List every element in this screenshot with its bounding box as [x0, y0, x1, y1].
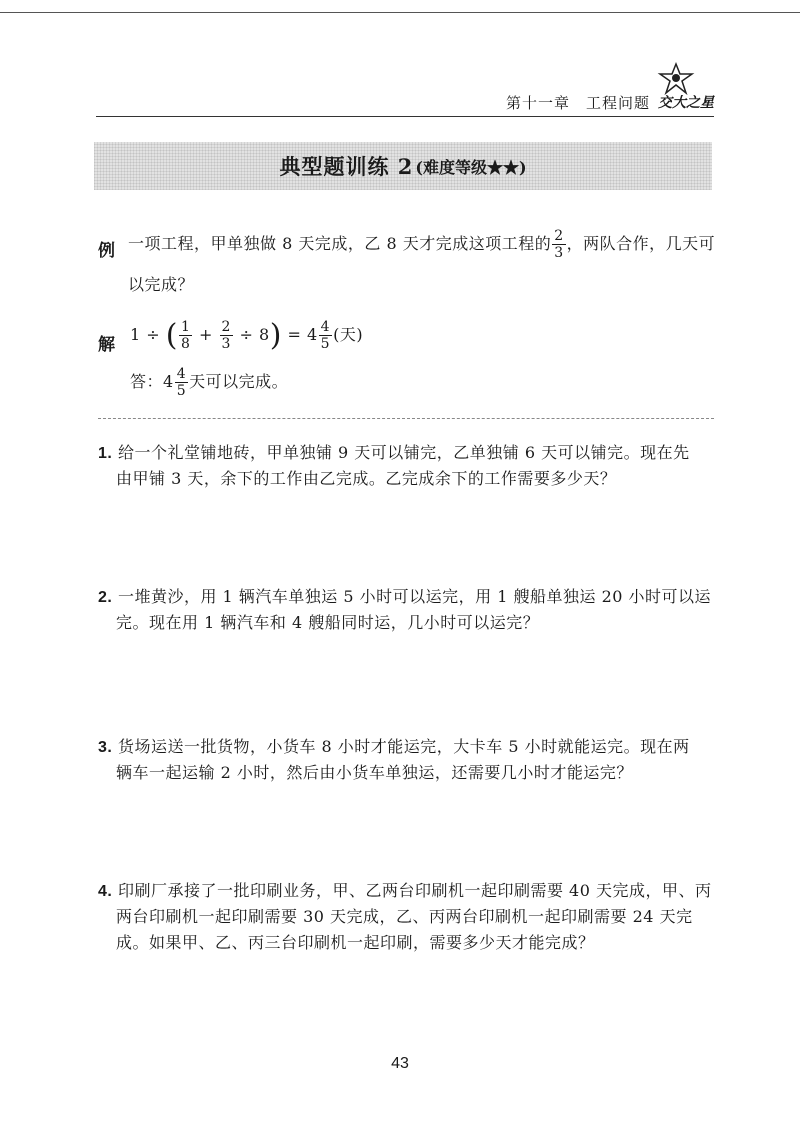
example-fraction: $\frac{2}{3}$ [554, 228, 564, 261]
question-4-number: 4. [98, 883, 113, 900]
chapter-title: 第十一章 工程问题 [505, 94, 650, 112]
result-unit: (天) [333, 325, 364, 344]
example-text-a: 一项工程，甲单独做 8 天完成，乙 8 天才完成这项工程的 [128, 234, 552, 253]
solution-tag: 解 [98, 335, 115, 355]
question-4-line-2: 两台印刷机一起印刷需要 30 天完成，乙、丙两台印刷机一起印刷需要 24 天完 [116, 907, 693, 926]
fraction-2-3: $\frac{2}{3}$ [221, 319, 231, 352]
star-logo-icon [654, 62, 698, 96]
question-3-number: 3. [98, 739, 113, 756]
question-4-line-3: 成。如果甲、乙、丙三台印刷机一起印刷，需要多少天才能完成？ [116, 933, 595, 952]
question-1-line-1 [98, 440, 690, 463]
difficulty-level: (难度等级★★) [415, 157, 527, 177]
page-number: 43 [391, 1055, 409, 1072]
question-1-text-1: 给一个礼堂铺地砖，甲单独铺 9 天可以铺完，乙单独铺 6 天可以铺完。现在先 [117, 443, 690, 462]
question-1-number: 1. [98, 445, 113, 462]
solution-answer [130, 366, 288, 399]
header-rule [96, 116, 714, 117]
answer-fraction: $\frac{4}{5}$ [176, 366, 187, 399]
expr-start: 1 ÷ [130, 325, 161, 344]
question-3-line-1 [98, 734, 690, 757]
question-4-line-1 [98, 878, 711, 901]
fraction-1-8: $\frac{1}{8}$ [180, 319, 191, 352]
question-3-line-2: 辆车一起运输 2 小时，然后由小货车单独运，还需要几小时才能运完？ [116, 763, 633, 782]
question-2-text-1: 一堆黄沙，用 1 辆汽车单独运 5 小时可以运完，用 1 艘船单独运 20 小时可以运 [117, 587, 712, 606]
plus-sign: + [199, 325, 213, 344]
top-border-line [0, 12, 800, 13]
section-banner [94, 142, 712, 190]
solution-expression [130, 318, 363, 353]
brand-name: 交大之星 [658, 95, 714, 111]
answer-start: 答：4 [130, 372, 174, 391]
page-header [96, 62, 714, 122]
example-line-2: 以完成？ [128, 275, 195, 294]
result-fraction: $\frac{4}{5}$ [320, 319, 331, 352]
equals-result: = 4 [287, 325, 318, 344]
example-line-1 [128, 228, 715, 261]
question-2-number: 2. [98, 589, 113, 606]
question-1-line-2: 由甲铺 3 天，余下的工作由乙完成。乙完成余下的工作需要多少天？ [116, 469, 617, 488]
right-paren: ) [269, 318, 282, 353]
dashed-separator [98, 418, 714, 419]
question-2-line-1 [98, 584, 711, 607]
example-text-b: ，两队合作，几天可 [566, 234, 716, 253]
divide-eight: ÷ 8 [239, 325, 270, 344]
question-3-text-1: 货场运送一批货物，小货车 8 小时才能运完，大卡车 5 小时就能运完。现在两 [117, 737, 690, 756]
section-title: 典型题训练 2 [279, 154, 414, 179]
left-paren: ( [165, 318, 178, 353]
question-2-line-2: 完。现在用 1 辆汽车和 4 艘船同时运，几小时可以运完？ [116, 613, 540, 632]
answer-end: 天可以完成。 [189, 372, 289, 391]
example-tag: 例 [98, 241, 115, 261]
question-4-text-1: 印刷厂承接了一批印刷业务，甲、乙两台印刷机一起印刷需要 40 天完成，甲、丙 [117, 881, 712, 900]
